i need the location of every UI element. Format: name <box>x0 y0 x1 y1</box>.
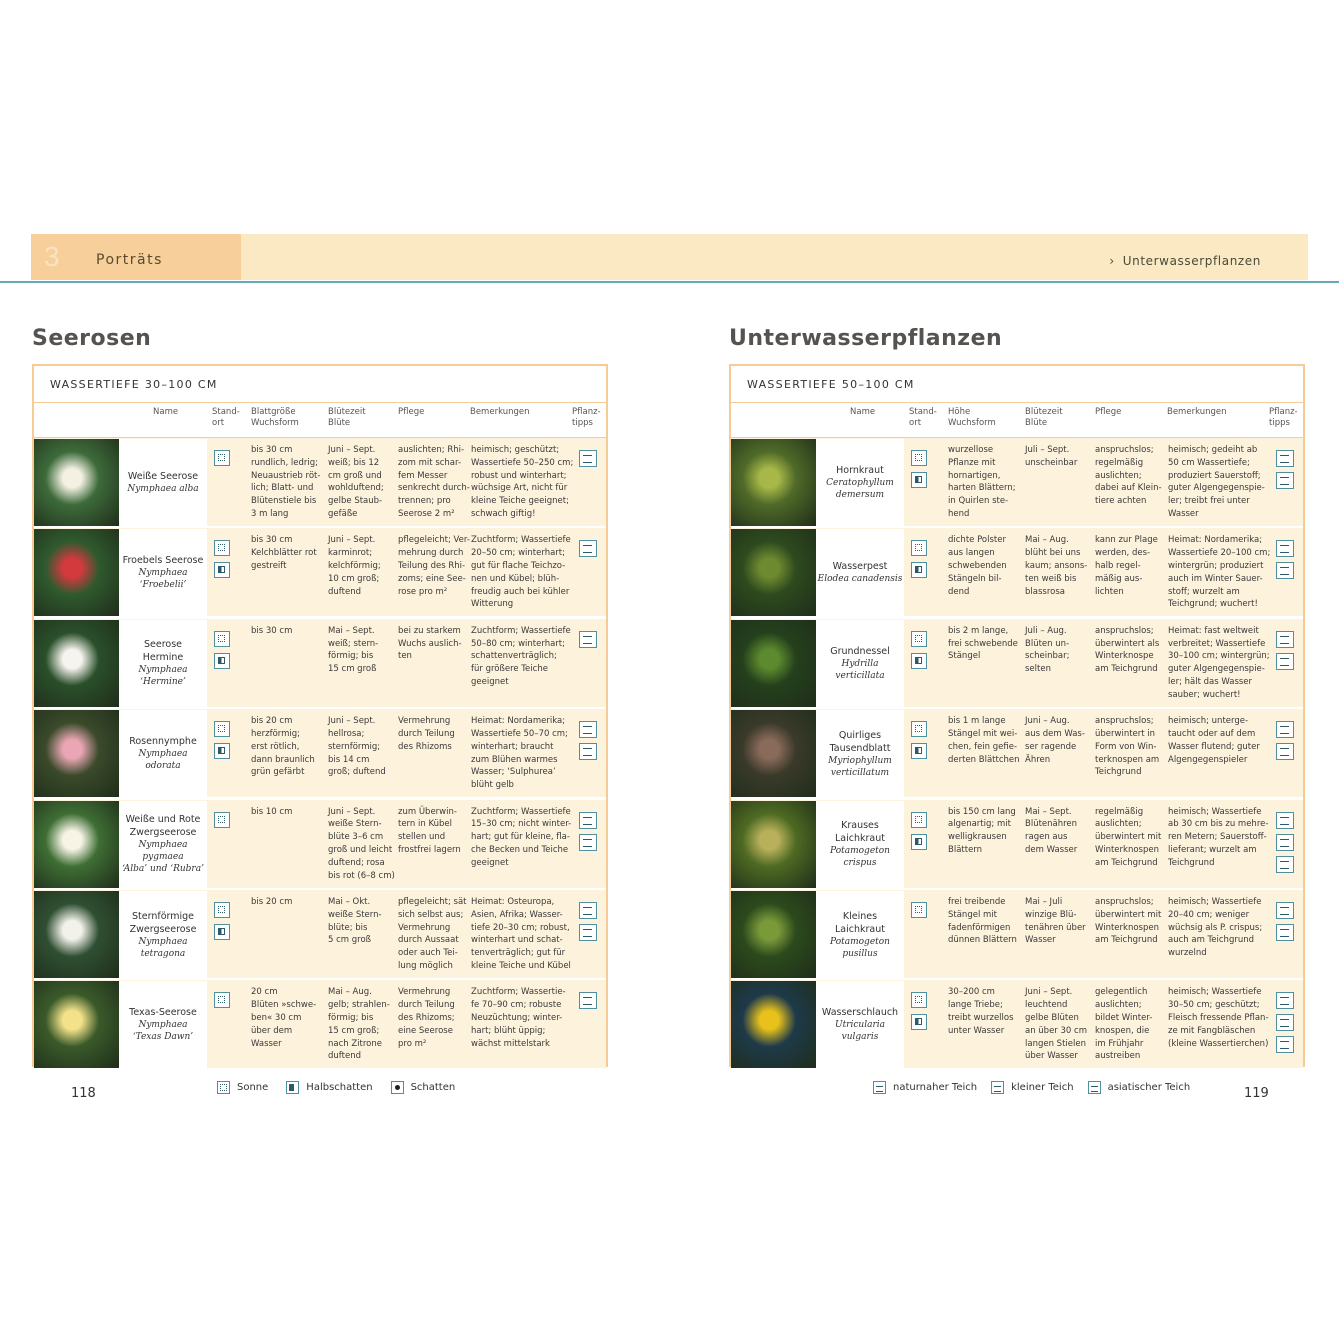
plant-common-name: Kleines Laichkraut <box>835 910 885 935</box>
half-shade-icon <box>286 1081 299 1094</box>
pond-icon <box>579 812 597 829</box>
column-header-remarks: Bemerkungen <box>1167 407 1227 417</box>
plant-name-cell <box>816 710 904 797</box>
plant-latin-name: Myriophyllum verticillatum <box>828 755 892 778</box>
pond-tip-icons <box>1276 450 1294 489</box>
plant-name-cell <box>816 891 904 978</box>
page-title-left: Seerosen <box>32 326 152 351</box>
section-breadcrumb-label: Unterwasserpflanzen <box>1122 254 1261 268</box>
site-icons <box>214 721 230 759</box>
plant-photo <box>34 801 119 888</box>
plant-latin-name: Elodea canadensis <box>817 574 903 585</box>
sun-icon <box>217 1081 230 1094</box>
plant-name-cell <box>119 710 207 797</box>
plant-photo <box>731 439 816 526</box>
plant-photo <box>731 801 816 888</box>
plant-name-cell <box>816 529 904 616</box>
plant-name-cell <box>119 620 207 707</box>
remarks-cell: heimisch; Wassertiefe 20–40 cm; weniger wüchsig als P. crispus; auch am Teichgrund wurzelnd <box>1168 897 1263 959</box>
plant-name-cell <box>119 801 207 888</box>
half-shade-icon <box>214 743 230 759</box>
column-header-bloom: Blütezeit Blüte <box>328 407 366 428</box>
plant-common-name: Krauses Laichkraut <box>835 820 885 845</box>
table-row <box>34 709 606 797</box>
table-row <box>731 619 1303 707</box>
leaf-cell: bis 20 cm <box>251 897 293 907</box>
legend-ponds <box>873 1081 1190 1094</box>
site-icons <box>911 631 927 669</box>
remarks-cell: heimisch; gedeiht ab 50 cm Wassertiefe; produziert Sauerstoff; guter Algengegenspie- ler; treibt frei unter Wasser <box>1168 445 1265 519</box>
half-shade-icon <box>911 834 927 850</box>
plant-photo <box>34 891 119 978</box>
site-icons <box>214 902 230 940</box>
plant-photo <box>731 529 816 616</box>
chevron-right-icon: › <box>1109 254 1115 268</box>
plant-common-name: Texas-Seerose <box>129 1007 197 1019</box>
pond-icon <box>579 450 597 467</box>
pond-tip-icons <box>579 540 597 557</box>
plant-photo <box>34 981 119 1068</box>
half-shade-icon <box>911 743 927 759</box>
sun-icon <box>911 902 927 918</box>
care-cell: kann zur Plage werden, des- halb regel- mäßig aus- lichten <box>1095 535 1158 597</box>
plant-latin-name: Nymphaea ‘Texas Dawn’ <box>132 1020 194 1043</box>
plant-common-name: Froebels Seerose <box>122 555 204 567</box>
pond-icon <box>1276 1036 1294 1053</box>
care-cell: regelmäßig auslichten; überwintert mit Winterknospen am Teichgrund <box>1095 806 1162 868</box>
sun-icon <box>911 812 927 828</box>
leaf-cell: bis 2 m lange, frei schwebende Stängel <box>948 625 1018 662</box>
table-row <box>34 438 606 526</box>
pond-icon <box>1276 562 1294 579</box>
small-pond-icon <box>991 1081 1004 1094</box>
remarks-cell: Heimat: fast weltweit verbreitet; Wassertiefe 30–100 cm; wintergrün; guter Algengegenspie- ler; hält das Wasser sauber; wuchert! <box>1168 625 1270 700</box>
plant-latin-name: Ceratophyllum demersum <box>826 478 894 500</box>
plant-common-name: Rosennymphe <box>129 736 197 748</box>
header-divider <box>0 281 1339 283</box>
bloom-cell: Mai – Aug. gelb; strahlen- förmig; bis 15 cm groß; nach Zitrone duftend <box>328 987 390 1062</box>
site-icons <box>214 812 230 828</box>
pond-icon <box>579 721 597 738</box>
leaf-cell: bis 10 cm <box>251 806 293 817</box>
leaf-cell: bis 30 cm <box>251 625 293 636</box>
pond-icon <box>1276 631 1294 648</box>
water-depth-label: WASSERTIEFE 50–100 CM <box>747 378 915 391</box>
half-shade-icon <box>911 653 927 669</box>
column-header-row <box>34 402 606 439</box>
plant-latin-name: Utricularia vulgaris <box>834 1020 885 1043</box>
care-cell: auslichten; Rhi- zom mit schar- fem Messer senkrecht durch- trennen; pro Seerose 2 m² <box>398 445 470 519</box>
leaf-cell: dichte Polster aus langen schwebenden Stängeln bil- dend <box>948 535 1007 597</box>
water-depth-label: WASSERTIEFE 30–100 CM <box>50 378 218 391</box>
remarks-cell: heimisch; Wassertiefe 30–50 cm; geschützt; Fleisch fressende Pflan- ze mit Fangbläschen (kleine Wassertierchen) <box>1168 987 1269 1049</box>
pond-tip-icons <box>579 902 597 941</box>
bloom-cell: Juni – Aug. aus dem Was- ser ragende Ähren <box>1025 716 1085 765</box>
plant-photo <box>34 439 119 526</box>
column-header-care: Pflege <box>398 407 425 417</box>
legend-item-small-pond <box>991 1081 1073 1094</box>
column-header-height: Höhe Wuchsform <box>948 407 996 428</box>
table-row <box>731 528 1303 616</box>
plant-common-name: Grundnessel <box>830 645 890 657</box>
bloom-cell: Juni – Sept. karminrot; kelchförmig; 10 cm groß; duftend <box>328 535 381 597</box>
bloom-cell: Juni – Sept. leuchtend gelbe Blüten an über 30 cm langen Stielen über Wasser <box>1025 987 1087 1062</box>
site-icons <box>214 450 230 466</box>
plant-common-name: Quirliges Tausendblatt <box>829 729 891 754</box>
plant-latin-name: Potamogeton pusillus <box>830 936 890 959</box>
table-row <box>731 980 1303 1068</box>
bloom-cell: Mai – Juli winzige Blü- tenähren über Wasser <box>1025 897 1086 946</box>
leaf-cell: wurzellose Pflanze mit hornartigen, harten Blättern; in Quirlen ste- hend <box>948 445 1016 519</box>
care-cell: anspruchslos; regelmäßig auslichten; dabei auf Klein- tiere achten <box>1095 445 1162 507</box>
pond-icon <box>1276 902 1294 919</box>
plant-photo <box>34 620 119 707</box>
leaf-cell: 20 cm Blüten »schwe- ben« 30 cm über dem Wasser <box>251 987 317 1049</box>
plant-common-name: Wasserpest <box>832 561 888 573</box>
pond-tip-icons <box>579 992 597 1009</box>
pond-icon <box>1276 472 1294 489</box>
plant-common-name: Sternförmige Zwergseerose <box>129 910 197 935</box>
legend-label-small-pond: kleiner Teich <box>1011 1082 1074 1093</box>
plant-name-cell <box>119 529 207 616</box>
legend-item-asian-pond <box>1088 1081 1191 1094</box>
sun-icon <box>911 540 927 556</box>
leaf-cell: bis 30 cm rundlich, ledrig; Neuaustrieb röt- lich; Blatt- und Blütenstiele bis 3 m lang <box>251 445 321 519</box>
care-cell: anspruchslos; überwintert als Winterknospe am Teichgrund <box>1095 625 1160 675</box>
shade-icon <box>391 1081 404 1094</box>
table-row <box>731 709 1303 797</box>
column-header-bloom: Blütezeit Blüte <box>1025 407 1063 428</box>
pond-icon <box>1276 856 1294 873</box>
pond-icon <box>579 540 597 557</box>
plant-name-cell <box>816 620 904 707</box>
plant-latin-name: Nymphaea ‘Froebelii’ <box>138 568 188 591</box>
pond-icon <box>1276 743 1294 760</box>
pond-tip-icons <box>579 631 597 648</box>
table-row <box>731 800 1303 888</box>
column-header-leaf: Blattgröße Wuchsform <box>251 407 299 428</box>
site-icons <box>911 450 927 488</box>
remarks-cell: Heimat: Nordamerika; Wassertiefe 50–70 cm; winterhart; braucht zum Blühen warmes Wasser; ‘Sulphurea’ blüht gelb <box>471 716 568 791</box>
column-header-remarks: Bemerkungen <box>470 407 530 417</box>
bloom-cell: Juli – Sept. unscheinbar <box>1025 445 1078 468</box>
pond-tip-icons <box>1276 992 1294 1053</box>
plant-latin-name: Nymphaea pygmaea ‘Alba’ und ‘Rubra’ <box>122 840 204 875</box>
sun-icon <box>214 450 230 466</box>
sun-icon <box>911 631 927 647</box>
remarks-cell: Zuchtform; Wassertiefe 50–80 cm; winterhart; schattenverträglich; für größere Teiche geeignet <box>471 625 571 687</box>
sun-icon <box>911 721 927 737</box>
plant-photo <box>731 981 816 1068</box>
plant-latin-name: Nymphaea tetragona <box>138 936 188 959</box>
legend-item-sun <box>217 1081 268 1094</box>
pond-icon <box>1276 812 1294 829</box>
column-header-care: Pflege <box>1095 407 1122 417</box>
plant-latin-name: Nymphaea alba <box>127 484 199 494</box>
legend-label-asian-pond: asiatischer Teich <box>1107 1082 1191 1093</box>
pond-tip-icons <box>1276 540 1294 579</box>
column-header-tips: Pflanz- tipps <box>1269 407 1298 428</box>
page-number-right: 119 <box>1244 1086 1269 1101</box>
page-title-right: Unterwasserpflanzen <box>729 326 1003 351</box>
site-icons <box>214 631 230 669</box>
care-cell: anspruchslos; überwintert in Form von Win- terknospen am Teichgrund <box>1095 716 1160 778</box>
pond-icon <box>1276 924 1294 941</box>
site-icons <box>911 812 927 850</box>
care-cell: gelegentlich auslichten; bildet Winter- knospen, die im Frühjahr austreiben <box>1095 987 1153 1062</box>
pond-icon <box>1276 450 1294 467</box>
sun-icon <box>214 992 230 1008</box>
pond-icon <box>579 631 597 648</box>
column-header-site: Stand- ort <box>909 407 937 428</box>
leaf-cell: bis 150 cm lang algenartig; mit welligkrausen Blättern <box>948 806 1016 855</box>
pond-tip-icons <box>1276 721 1294 760</box>
remarks-cell: Heimat: Osteuropa, Asien, Afrika; Wasser- tiefe 20–30 cm; robust, winterhart und schat- tenverträglich; gut für kleine Teiche und Kübel <box>471 897 571 971</box>
bloom-cell: Mai – Okt. weiße Stern- blüte; bis 5 cm groß <box>328 897 382 946</box>
half-shade-icon <box>214 562 230 578</box>
sun-icon <box>214 631 230 647</box>
table-row <box>34 619 606 707</box>
table-row <box>34 980 606 1068</box>
pond-tip-icons <box>1276 631 1294 670</box>
plant-name-cell <box>119 981 207 1068</box>
page-number-left: 118 <box>71 1086 96 1101</box>
pond-tip-icons <box>1276 902 1294 941</box>
care-cell: zum Überwin- tern in Kübel stellen und frostfrei lagern <box>398 806 461 855</box>
column-header-row <box>731 402 1303 439</box>
legend-site <box>217 1081 455 1094</box>
sun-icon <box>911 450 927 466</box>
half-shade-icon <box>911 1014 927 1030</box>
half-shade-icon <box>214 653 230 669</box>
bloom-cell: Juni – Sept. weiß; bis 12 cm groß und wohlduftend; gelbe Staub- gefäße <box>328 445 384 519</box>
pond-tip-icons <box>1276 812 1294 873</box>
pond-icon <box>579 743 597 760</box>
care-cell: anspruchslos; überwintert mit Winterknospen am Teichgrund <box>1095 897 1162 946</box>
plant-name-cell <box>816 981 904 1068</box>
plant-common-name: Weiße Seerose <box>127 471 199 482</box>
legend-item-natural-pond <box>873 1081 977 1094</box>
plant-latin-name: Hydrilla verticillata <box>835 658 885 681</box>
pond-icon <box>1276 1014 1294 1031</box>
bloom-cell: Juli – Aug. Blüten un- scheinbar; selten <box>1025 625 1070 675</box>
leaf-cell: bis 30 cm Kelchblätter rot gestreift <box>251 535 317 571</box>
table-row <box>34 800 606 888</box>
plant-photo <box>34 529 119 616</box>
table-row <box>731 438 1303 526</box>
plant-photo <box>34 710 119 797</box>
sun-icon <box>214 721 230 737</box>
column-header-tips: Pflanz- tipps <box>572 407 601 428</box>
plant-common-name: Wasserschlauch <box>821 1007 899 1019</box>
pond-icon <box>579 902 597 919</box>
column-header-name: Name <box>153 407 179 417</box>
half-shade-icon <box>214 924 230 940</box>
pond-tip-icons <box>579 721 597 760</box>
site-icons <box>911 902 927 918</box>
table-row <box>731 890 1303 978</box>
plant-common-name: Weiße und Rote Zwergseerose <box>125 814 201 839</box>
site-icons <box>911 721 927 759</box>
site-icons <box>911 540 927 578</box>
sun-icon <box>214 540 230 556</box>
legend-label-shade: Schatten <box>410 1082 456 1093</box>
legend-item-half-shade <box>286 1081 372 1094</box>
leaf-cell: bis 1 m lange Stängel mit wei- chen, fein gefie- derten Blättchen <box>948 716 1020 765</box>
remarks-cell: Heimat: Nordamerika; Wassertiefe 20–100 cm; wintergrün; produziert auch im Winter Sauer- stoff; wurzelt am Teichgrund; wuchert! <box>1168 535 1271 610</box>
bloom-cell: Juni – Sept. hellrosa; sternförmig; bis 14 cm groß; duftend <box>328 716 386 778</box>
plant-latin-name: Nymphaea odorata <box>138 749 188 772</box>
care-cell: pflegeleicht; Ver- mehrung durch Teilung des Rhi- zoms; eine See- rose pro m² <box>398 535 470 597</box>
pond-icon <box>579 834 597 851</box>
bloom-cell: Mai – Aug. blüht bei uns kaum; ansons- ten weiß bis blassrosa <box>1025 535 1088 597</box>
bloom-cell: Juni – Sept. weiße Stern- blüte 3–6 cm groß und leicht duftend; rosa bis rot (6–8 cm) <box>328 806 395 881</box>
remarks-cell: Zuchtform; Wassertiefe 20–50 cm; winterhart; gut für flache Teichzo- nen und Kübel; blüh- freudig auch bei kühler Witterung <box>471 535 571 610</box>
chapter-title: Porträts <box>96 252 163 268</box>
pond-icon <box>579 924 597 941</box>
pond-icon <box>1276 653 1294 670</box>
bloom-cell: Mai – Sept. Blütenähren ragen aus dem Wasser <box>1025 806 1078 855</box>
sun-icon <box>214 812 230 828</box>
care-cell: Vermehrung durch Teilung des Rhizoms <box>398 716 455 752</box>
table-unterwasserpflanzen <box>729 364 1305 1067</box>
legend-label-half-shade: Halbschatten <box>306 1082 373 1093</box>
remarks-cell: heimisch; geschützt; Wassertiefe 50–250 cm; robust und winterhart; wüchsige Art, nicht für kleine Teiche geeignet; schwach giftig! <box>471 445 574 519</box>
pond-icon <box>1276 721 1294 738</box>
plant-name-cell <box>119 439 207 526</box>
plant-name-cell <box>119 891 207 978</box>
pond-icon <box>1276 834 1294 851</box>
site-icons <box>214 540 230 578</box>
pond-icon <box>1276 992 1294 1009</box>
table-row <box>34 528 606 616</box>
plant-common-name: Hornkraut <box>836 465 884 476</box>
table-row <box>34 890 606 978</box>
natural-pond-icon <box>873 1081 886 1094</box>
remarks-cell: Zuchtform; Wassertie- fe 70–90 cm; robuste Neuzüchtung; winter- hart; blüht üppig; wächst mittelstark <box>471 987 566 1049</box>
plant-photo <box>731 710 816 797</box>
site-icons <box>214 992 230 1008</box>
column-header-site: Stand- ort <box>212 407 240 428</box>
plant-common-name: Seerose Hermine <box>142 639 184 664</box>
plant-latin-name: Potamogeton crispus <box>830 846 890 869</box>
asian-pond-icon <box>1088 1081 1101 1094</box>
remarks-cell: Zuchtform; Wassertiefe 15–30 cm; nicht winter- hart; gut für kleine, fla- che Becken und Teiche geeignet <box>471 806 572 868</box>
care-cell: pflegeleicht; sät sich selbst aus; Vermehrung durch Aussaat oder auch Tei- lung möglich <box>398 897 467 971</box>
pond-tip-icons <box>579 450 597 467</box>
half-shade-icon <box>911 562 927 578</box>
chapter-number: 3 <box>44 241 60 272</box>
plant-name-cell <box>816 439 904 526</box>
site-icons <box>911 992 927 1030</box>
plant-photo <box>731 891 816 978</box>
half-shade-icon <box>911 472 927 488</box>
legend-label-sun: Sonne <box>237 1082 269 1093</box>
legend-label-natural-pond: naturnaher Teich <box>893 1082 978 1093</box>
plant-photo <box>731 620 816 707</box>
table-seerosen <box>32 364 608 1067</box>
pond-icon <box>579 992 597 1009</box>
section-breadcrumb <box>1109 254 1261 268</box>
sun-icon <box>911 992 927 1008</box>
leaf-cell: 30–200 cm lange Triebe; treibt wurzellos unter Wasser <box>948 987 1014 1036</box>
plant-name-cell <box>816 801 904 888</box>
pond-tip-icons <box>579 812 597 851</box>
leaf-cell: frei treibende Stängel mit fadenförmigen dünnen Blättern <box>948 897 1017 946</box>
legend-item-shade <box>391 1081 456 1094</box>
remarks-cell: heimisch; unterge- taucht oder auf dem Wasser flutend; guter Algengegenspieler <box>1168 716 1260 765</box>
remarks-cell: heimisch; Wassertiefe ab 30 cm bis zu mehre- ren Metern; Sauerstoff- lieferant; wurzelt am Teichgrund <box>1168 806 1269 868</box>
pond-icon <box>1276 540 1294 557</box>
leaf-cell: bis 20 cm herzförmig; erst rötlich, dann braunlich grün gefärbt <box>251 716 315 778</box>
plant-latin-name: Nymphaea ‘Hermine’ <box>138 665 188 688</box>
sun-icon <box>214 902 230 918</box>
column-header-name: Name <box>850 407 876 417</box>
bloom-cell: Mai – Sept. weiß; stern- förmig; bis 15 cm groß <box>328 625 379 675</box>
care-cell: Vermehrung durch Teilung des Rhizoms; eine Seerose pro m² <box>398 987 455 1049</box>
care-cell: bei zu starkem Wuchs auslich- ten <box>398 625 462 662</box>
